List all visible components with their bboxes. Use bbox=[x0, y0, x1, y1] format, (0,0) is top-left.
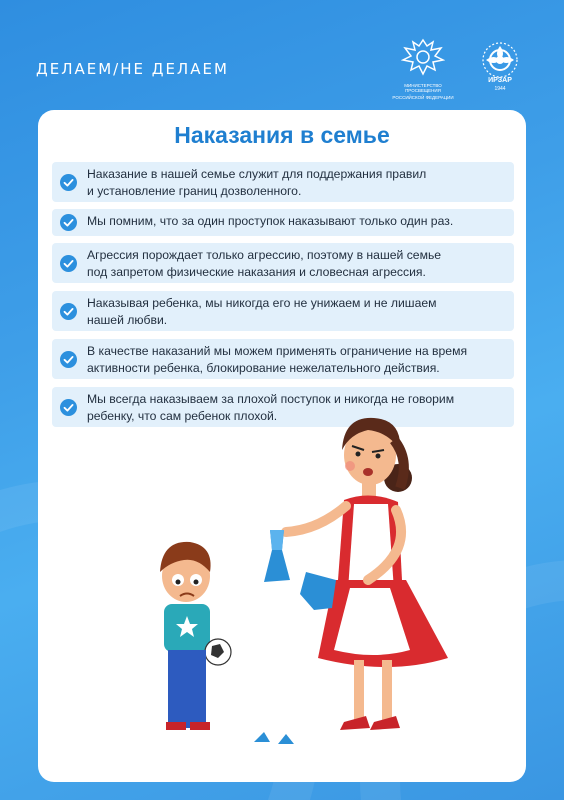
list-item-line: Наказание в нашей семье служит для поддержания правил bbox=[87, 167, 427, 181]
section-label: ДЕЛАЕМ/НЕ ДЕЛАЕМ bbox=[36, 60, 229, 78]
ministry-emblem-icon bbox=[401, 36, 445, 76]
list-item-line: нашей любви. bbox=[87, 313, 168, 327]
list-item-line: Мы всегда наказываем за плохой поступок и никогда не говорим bbox=[87, 392, 455, 406]
list-item-line: под запретом физические наказания и словесная агрессия. bbox=[87, 265, 426, 279]
card-title: Наказания в семье bbox=[174, 122, 390, 148]
illustration bbox=[38, 110, 526, 782]
irzar-name: ИРЗАР bbox=[488, 77, 512, 84]
ministry-logo bbox=[390, 36, 456, 100]
list-item-line: ребенку, что сам ребенок плохой. bbox=[87, 409, 278, 423]
list-item-line: Мы помним, что за один проступок наказывают только один раз. bbox=[87, 214, 454, 228]
list-item-line: и установление границ дозволенного. bbox=[87, 184, 302, 198]
list-item-line: В качестве наказаний мы можем применять ограничение на время bbox=[87, 344, 468, 358]
list-item-line: Агрессия порождает только агрессию, поэтому в нашей семье bbox=[87, 248, 442, 262]
irzar-logo-icon bbox=[472, 40, 528, 80]
boy-figure bbox=[160, 542, 231, 730]
ministry-logo-line: МИНИСТЕРСТВО ПРОСВЕЩЕНИЯ bbox=[404, 83, 442, 93]
irzar-year: 1944 bbox=[494, 86, 506, 92]
content-card bbox=[38, 110, 526, 782]
list-item-line: активности ребенка, блокирование нежелательного действия. bbox=[87, 361, 440, 375]
list-item-line: Наказывая ребенка, мы никогда его не унижаем и не лишаем bbox=[87, 296, 437, 310]
irzar-logo bbox=[472, 40, 528, 100]
ministry-logo-line: РОССИЙСКОЙ ФЕДЕРАЦИИ bbox=[392, 95, 454, 100]
